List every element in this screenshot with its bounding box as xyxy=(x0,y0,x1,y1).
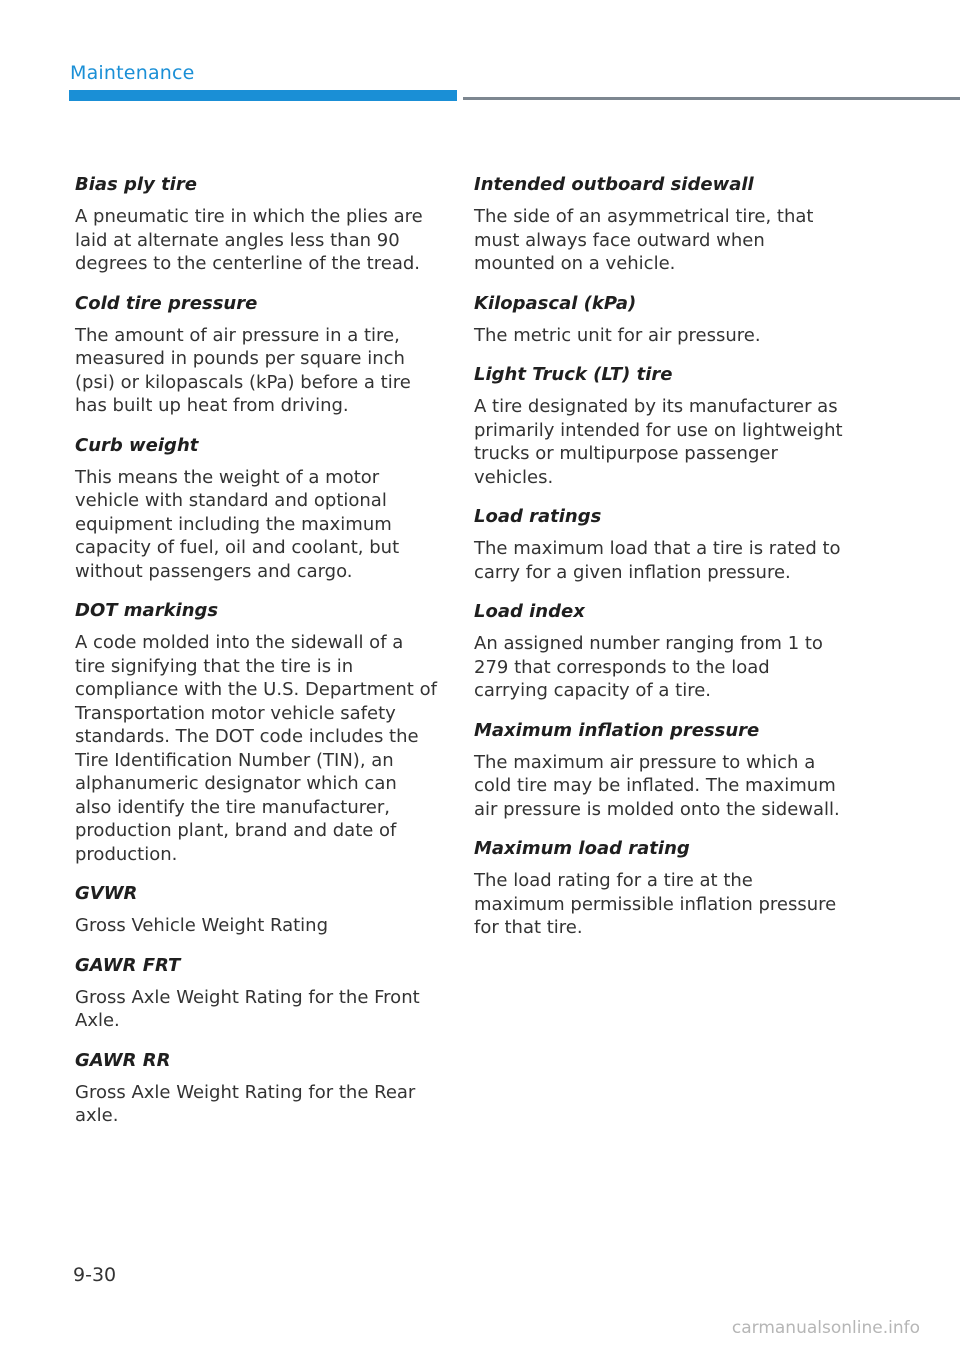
glossary-term: Load index xyxy=(474,601,585,622)
glossary-definition: The metric unit for air pressure. xyxy=(474,324,761,346)
glossary-definition: This means the weight of a motor vehicle with standard and optional equipment including the maximum capacity of fuel, oil and coolant, but without passengers and cargo. xyxy=(75,466,400,582)
glossary-entry xyxy=(474,599,844,703)
glossary-entry xyxy=(474,291,844,348)
glossary-entry xyxy=(474,504,844,584)
right-column xyxy=(474,172,844,955)
glossary-entry xyxy=(474,362,844,489)
glossary-definition: An assigned number ranging from 1 to 279 that corresponds to the load carrying capacity of a tire. xyxy=(474,633,823,701)
glossary-entry xyxy=(75,291,437,418)
glossary-definition: The maximum air pressure to which a cold tire may be inflated. The maximum air pressure is molded onto the sidewall. xyxy=(474,751,840,820)
glossary-term: Maximum inflation pressure xyxy=(474,719,760,741)
left-column xyxy=(75,172,437,1143)
glossary-entry xyxy=(474,172,844,276)
glossary-definition: The maximum load that a tire is rated to carry for a given inflation pressure. xyxy=(474,538,841,583)
glossary-term: Light Truck (LT) tire xyxy=(474,364,673,385)
glossary-term: Intended outboard sidewall xyxy=(474,174,754,195)
glossary-term: Maximum load rating xyxy=(474,838,690,859)
header-rule xyxy=(463,97,960,100)
glossary-entry xyxy=(75,598,437,866)
glossary-definition: The amount of air pressure in a tire, measured in pounds per square inch (psi) or kilopascals (kPa) before a tire has built up heat from driving. xyxy=(75,324,411,416)
glossary-term: Bias ply tire xyxy=(75,174,197,195)
header-accent-bar xyxy=(69,90,457,101)
watermark: carmanualsonline.info xyxy=(731,1318,920,1338)
glossary-term: Curb weight xyxy=(75,434,199,456)
page-number: 9-30 xyxy=(73,1264,117,1286)
glossary-entry xyxy=(75,953,437,1033)
section-title: Maintenance xyxy=(70,62,195,84)
glossary-definition: A code molded into the sidewall of a tire signifying that the tire is in compliance with the U.S. Department of Transportation motor vehicle safety standards. The DOT code includes the Tire Identification Number (TIN), an alphanumeric designator which can also identify the tire manufacturer, production plant, brand and date of production. xyxy=(75,632,437,865)
glossary-entry xyxy=(75,172,437,276)
glossary-term: Load ratings xyxy=(474,506,602,527)
glossary-definition: A tire designated by its manufacturer as primarily intended for use on lightweight trucks or multipurpose passenger vehicles. xyxy=(474,396,843,488)
glossary-term: GAWR RR xyxy=(75,1049,171,1071)
glossary-entry xyxy=(75,433,437,584)
glossary-definition: The side of an asymmetrical tire, that must always face outward when mounted on a vehicle. xyxy=(474,206,814,274)
glossary-term: DOT markings xyxy=(75,600,219,621)
glossary-definition: Gross Axle Weight Rating for the Front Axle. xyxy=(75,986,420,1031)
glossary-term: GAWR FRT xyxy=(75,954,181,976)
glossary-entry xyxy=(474,718,844,822)
glossary-term: Kilopascal (kPa) xyxy=(474,292,637,314)
glossary-term: GVWR xyxy=(75,883,138,904)
glossary-entry xyxy=(474,836,844,940)
glossary-term: Cold tire pressure xyxy=(75,292,258,314)
glossary-definition: The load rating for a tire at the maximum permissible inflation pressure for that tire. xyxy=(474,870,837,938)
glossary-definition: A pneumatic tire in which the plies are laid at alternate angles less than 90 degrees to the centerline of the tread. xyxy=(75,206,423,274)
glossary-entry xyxy=(75,1048,437,1128)
glossary-definition: Gross Axle Weight Rating for the Rear axle. xyxy=(75,1081,416,1126)
glossary-definition: Gross Vehicle Weight Rating xyxy=(75,915,329,936)
glossary-entry xyxy=(75,881,437,938)
